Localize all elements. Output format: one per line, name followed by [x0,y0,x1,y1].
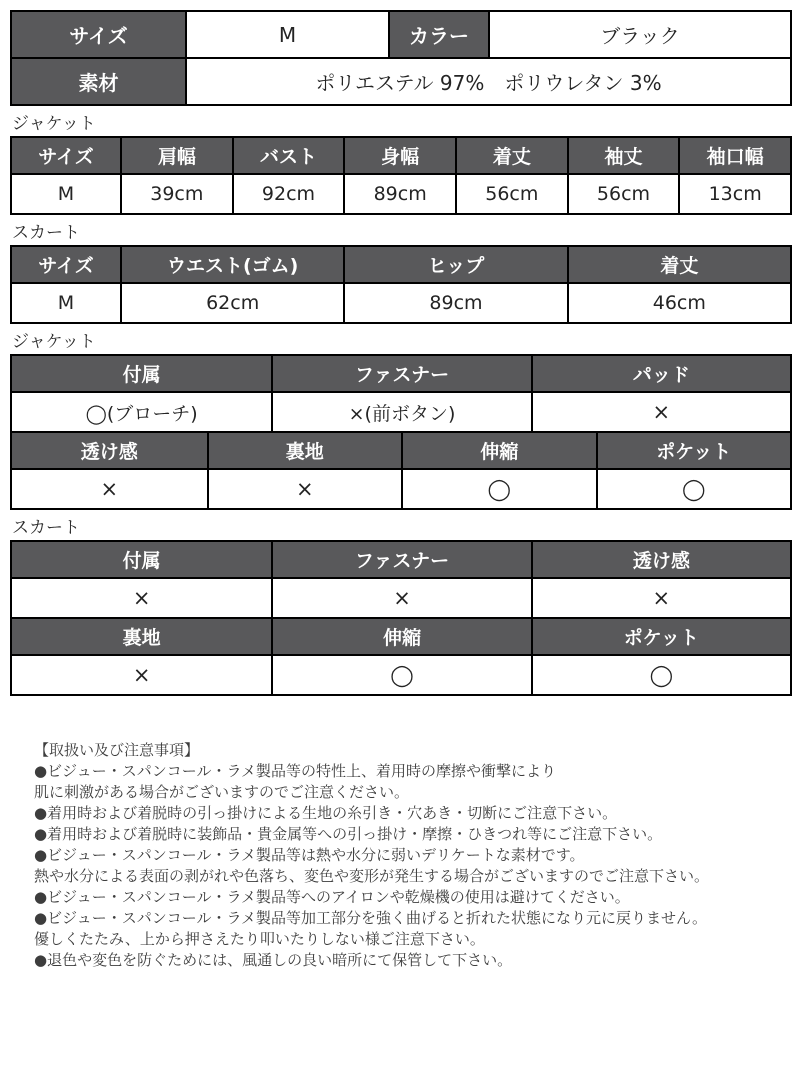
cell-value: 89cm [343,284,566,322]
cell-value: × [531,393,790,431]
note-line: ●ビジュー・スパンコール・ラメ製品等は熱や水分に弱いデリケートな素材です。 [34,846,585,864]
cell-value: 56cm [455,175,567,213]
note-line: ●ビジュー・スパンコール・ラメ製品等加工部分を強く曲げると折れた状態になり元に戻りません。 [34,909,707,927]
col-header: 付属 [12,542,271,577]
col-header: 袖口幅 [678,138,790,173]
jacket-size-table [10,136,792,215]
size-value: M [185,12,388,57]
col-header: 裏地 [207,433,402,468]
cell-value: ◯(ブローチ) [12,393,271,431]
table-row [12,173,790,213]
note-line: 熱や水分による表面の剥がれや色落ち、変色や変形が発生する場合がございますのでご注意下さい。 [34,867,710,885]
col-header: バスト [232,138,344,173]
cell-value: ◯ [531,656,790,694]
notes-title: 【取扱い及び注意事項】 [34,741,200,759]
col-header: ファスナー [271,542,530,577]
col-header: 袖丈 [567,138,679,173]
cell-value: × [12,579,271,617]
note-line: ●ビジュー・スパンコール・ラメ製品等へのアイロンや乾燥機の使用は避けてください。 [34,888,630,906]
table-header-row [12,247,790,282]
color-label: カラー [388,12,488,57]
skirt-size-table [10,245,792,324]
table-row [12,468,790,508]
cell-value: 89cm [343,175,455,213]
color-value: ブラック [488,12,790,57]
col-header: ウエスト(ゴム) [120,247,343,282]
cell-value: × [531,579,790,617]
note-line: ●ビジュー・スパンコール・ラメ製品等の特性上、着用時の摩擦や衝撃により [34,762,557,780]
table-header-row [12,617,790,654]
col-header: 身幅 [343,138,455,173]
note-line: ●着用時および着脱時に装飾品・貴金属等への引っ掛け・摩擦・ひきつれ等にご注意下さい。 [34,825,663,843]
cell-value: M [12,175,120,213]
col-header: 付属 [12,356,271,391]
cell-value: × [207,470,402,508]
col-header: 着丈 [567,247,790,282]
cell-value: 46cm [567,284,790,322]
section-label-skirt-features: スカート [12,518,80,538]
cell-value: 92cm [232,175,344,213]
col-header: ポケット [596,433,791,468]
col-header: サイズ [12,247,120,282]
jacket-features-table [10,354,792,510]
section-label-jacket: ジャケット [12,114,96,134]
table-row [12,57,790,104]
section-label-jacket-features: ジャケット [12,332,96,352]
cell-value: ×(前ボタン) [271,393,530,431]
material-value: ポリエステル 97% ポリウレタン 3% [185,59,790,104]
material-label: 素材 [12,59,185,104]
table-header-row [12,356,790,391]
cell-value: 13cm [678,175,790,213]
note-line: 優しくたたみ、上から押さえたり叩いたりしない様ご注意下さい。 [34,930,485,948]
note-line: ●退色や変色を防ぐためには、風通しの良い暗所にて保管して下さい。 [34,951,513,969]
skirt-features-table [10,540,792,696]
basic-spec-table [10,10,792,106]
col-header: 着丈 [455,138,567,173]
cell-value: 39cm [120,175,232,213]
cell-value: 56cm [567,175,679,213]
note-line: ●着用時および着脱時の引っ掛けによる生地の糸引き・穴あき・切断にご注意下さい。 [34,804,618,822]
size-label: サイズ [12,12,185,57]
cell-value: ◯ [271,656,530,694]
col-header: ファスナー [271,356,530,391]
cell-value: 62cm [120,284,343,322]
table-header-row [12,138,790,173]
cell-value: M [12,284,120,322]
col-header: 伸縮 [271,619,530,654]
handling-notes [10,740,792,971]
cell-value: ◯ [596,470,791,508]
col-header: ヒップ [343,247,566,282]
col-header: 裏地 [12,619,271,654]
cell-value: × [12,656,271,694]
cell-value: ◯ [401,470,596,508]
col-header: 透け感 [12,433,207,468]
col-header: サイズ [12,138,120,173]
col-header: パッド [531,356,790,391]
col-header: 伸縮 [401,433,596,468]
section-label-skirt: スカート [12,223,80,243]
col-header: ポケット [531,619,790,654]
table-row [12,12,790,57]
cell-value: × [271,579,530,617]
table-row [12,282,790,322]
col-header: 透け感 [531,542,790,577]
note-line: 肌に刺激がある場合がございますのでご注意ください。 [34,783,410,801]
table-row [12,577,790,617]
table-row [12,654,790,694]
cell-value: × [12,470,207,508]
table-header-row [12,431,790,468]
table-row [12,391,790,431]
col-header: 肩幅 [120,138,232,173]
table-header-row [12,542,790,577]
